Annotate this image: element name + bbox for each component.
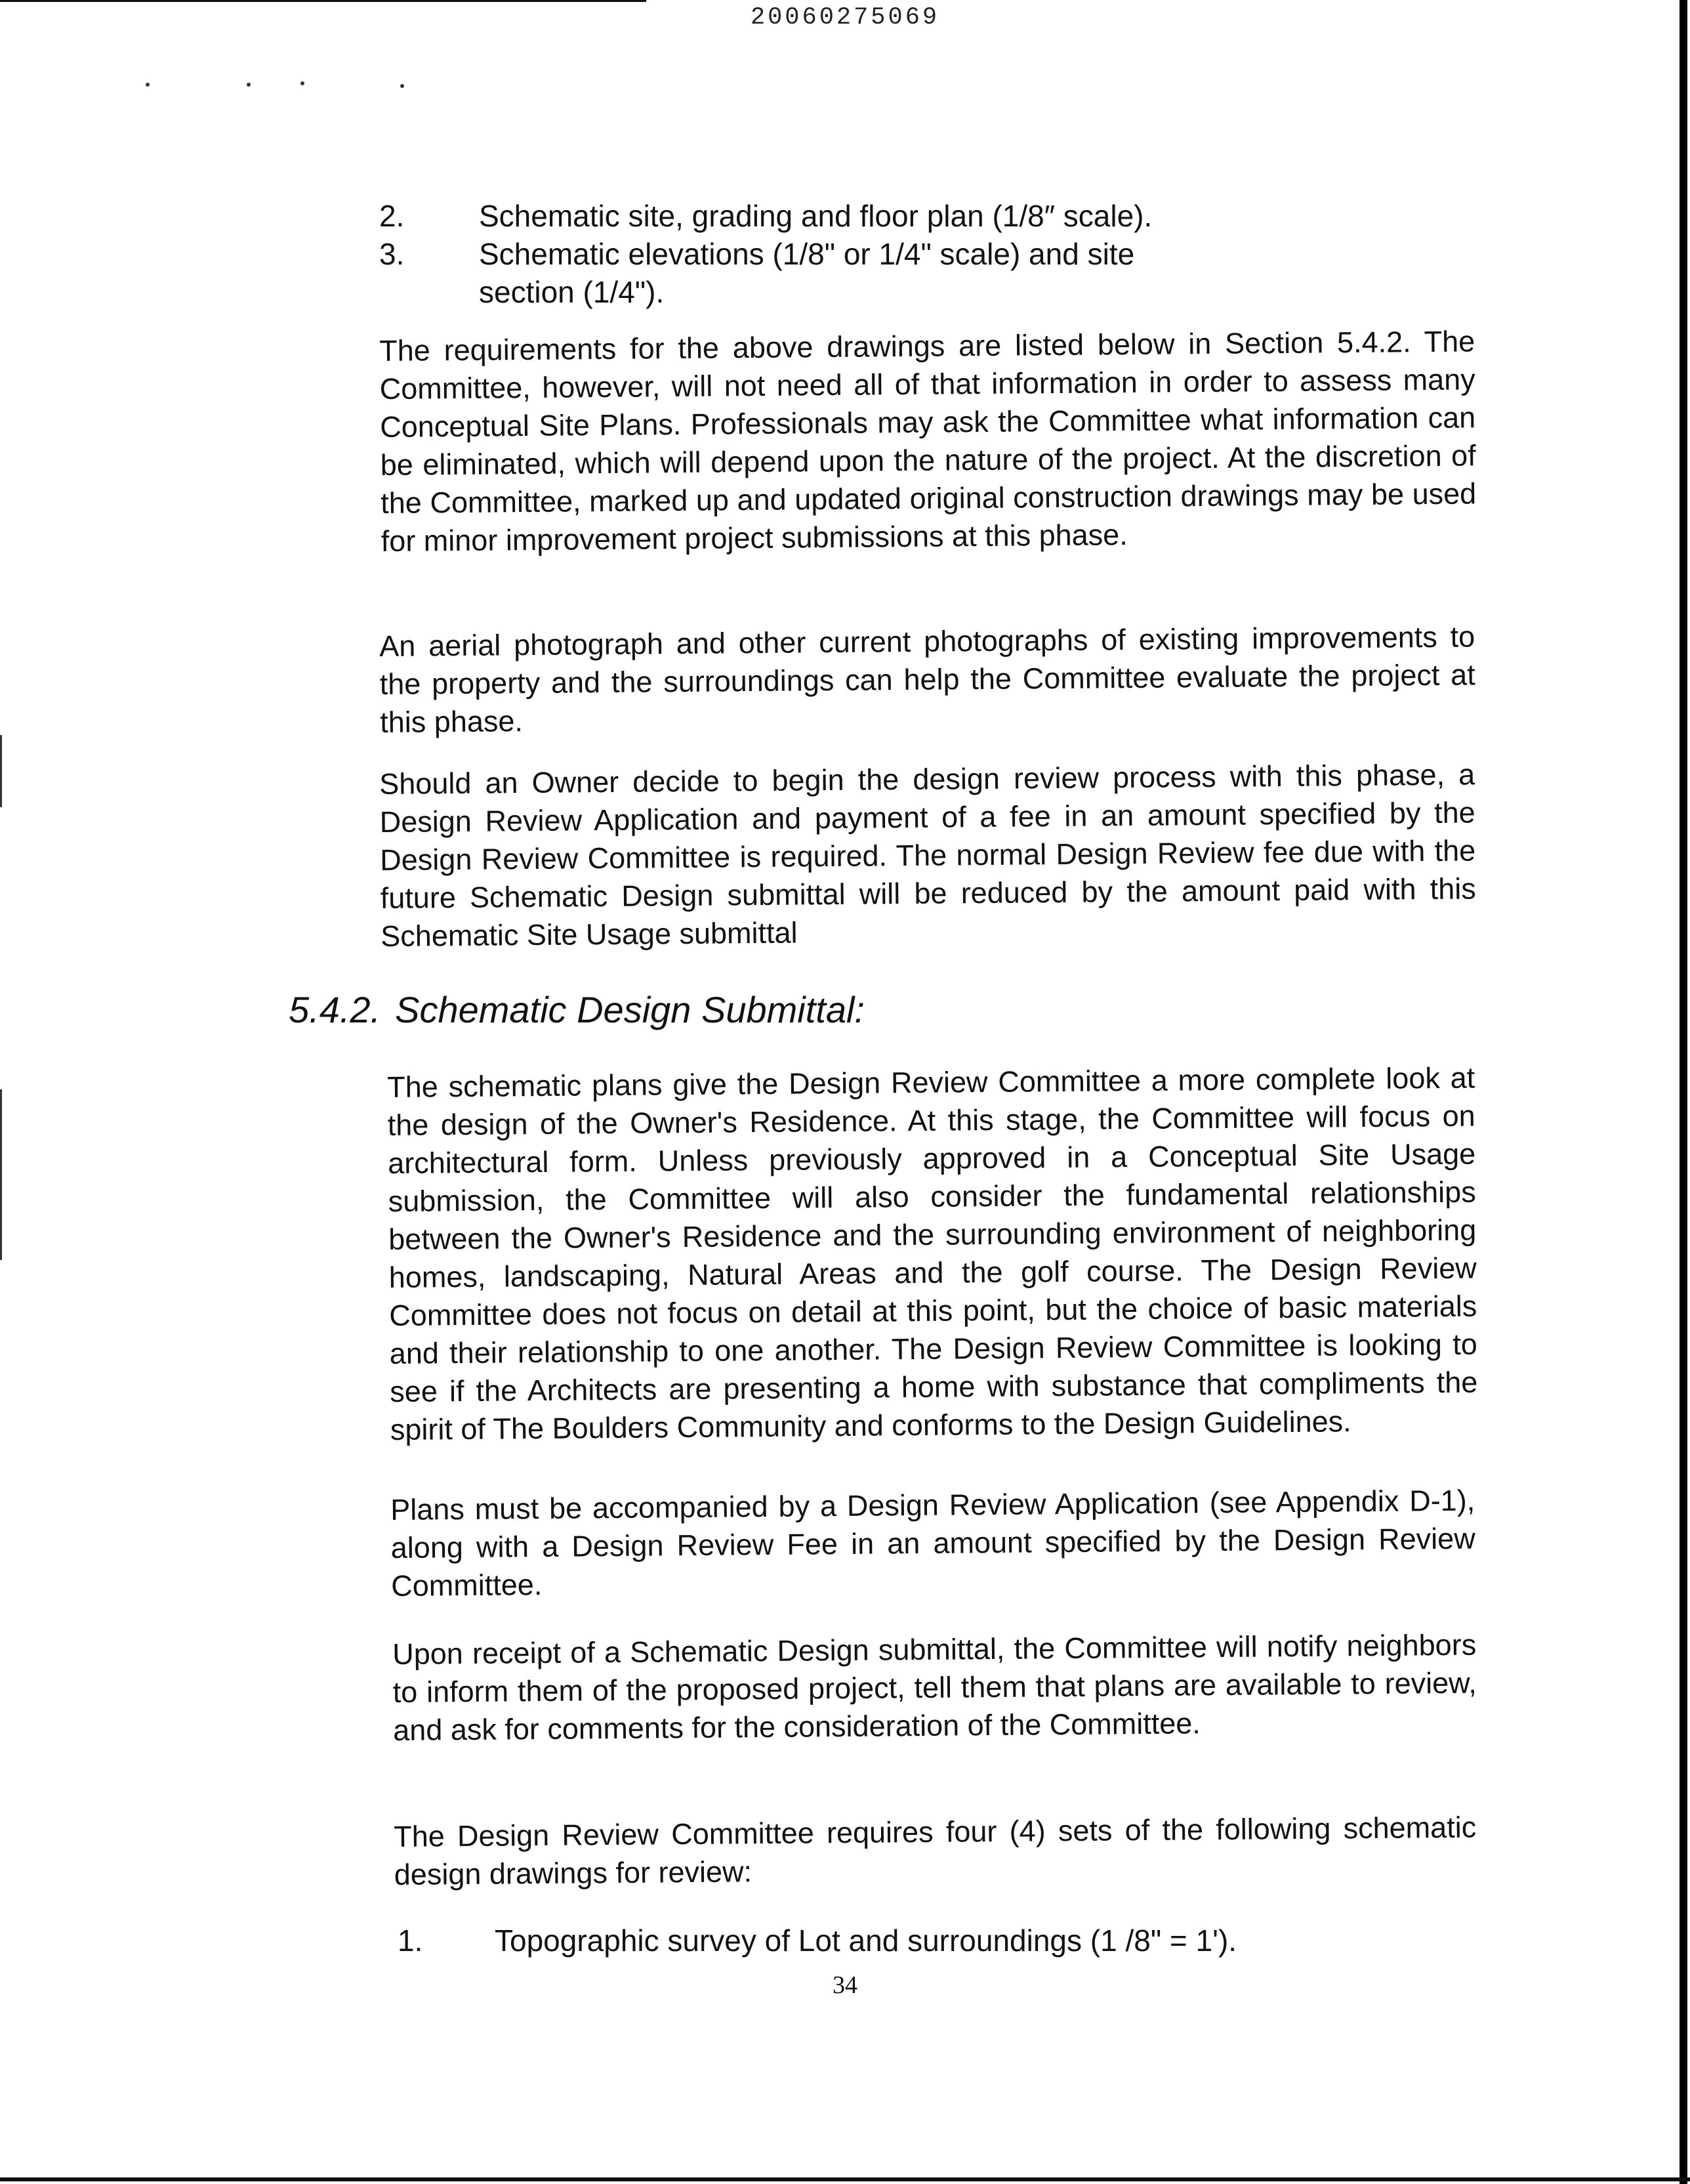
top-border-rule (0, 0, 646, 2)
section-title: Schematic Design Submittal: (395, 989, 865, 1030)
paragraph: The Design Review Committee requires four (4) sets of the following schematic design drawings for review: (394, 1810, 1477, 1891)
paragraph: An aerial photograph and other current photographs of existing improvements to the property and the surroundings can help the Committee evaluate the project at this phase. (379, 620, 1475, 739)
scan-speck (300, 81, 304, 85)
section-number: 5.4.2. (289, 989, 381, 1030)
bottom-border-rule (0, 2177, 1690, 2181)
document-id: 20060275069 (750, 4, 940, 32)
page-number: 34 (833, 1971, 857, 1999)
list-text: Schematic site, grading and floor plan (1/8″ scale). (479, 199, 1153, 233)
scan-speck (146, 83, 150, 87)
paragraph: The schematic plans give the Design Review Committee a more complete look at the design of the Owner's Residence. At this stage, the Committee will focus on architectural form. Unless previously approved in a Conceptual Site Usage submission, the Committee will also consider the fundamental relationships between the Owner's Residence and the surrounding environment of neighboring homes, landscaping, Natural Areas and the golf course. The Design Review Committee does not focus on detail at this point, but the choice of basic materials and their relationship to one another. The Design Review Committee is looking to see if the Architects are presenting a home with substance that compliments the spirit of The Boulders Community and conforms to the Design Guidelines. (387, 1060, 1478, 1446)
list-text: Schematic elevations (1/8" or 1/4" scale) and site (479, 237, 1135, 271)
left-scan-mark (0, 735, 2, 807)
right-page-edge (1680, 0, 1687, 2184)
list-item (398, 1922, 1316, 1961)
list-text-continued: section (1/4"). (479, 275, 665, 309)
list-item (379, 235, 1232, 314)
paragraph: Upon receipt of a Schematic Design submittal, the Committee will notify neighbors to inform them of the proposed project, tell them that plans are available to review, and ask for comments for the consideration of the Committee. (392, 1628, 1477, 1747)
list-number: 1. (398, 1923, 423, 1958)
list-number: 3. (379, 237, 405, 271)
scan-speck (400, 84, 404, 88)
list-text: Topographic survey of Lot and surroundings (1 /8" = 1'). (495, 1923, 1237, 1958)
list-number: 2. (379, 199, 405, 233)
scan-speck (247, 83, 251, 87)
section-heading (289, 988, 865, 1032)
paragraph: The requirements for the above drawings are listed below in Section 5.4.2. The Committee, however, will not need all of that information in order to assess many Conceptual Site Plans. Professionals may ask the Committee what information can be eliminated, which will depend upon the nature of the project. At the discretion of the Committee, marked up and updated original construction drawings may be used for minor improvement project submissions at this phase. (379, 324, 1477, 558)
left-scan-mark (0, 1089, 2, 1260)
paragraph: Should an Owner decide to begin the design review process with this phase, a Design Review Application and payment of a fee in an amount specified by the Design Review Committee is required. The normal Design Review fee due with the future Schematic Design submittal will be reduced by the amount paid with this Schematic Site Usage submittal (379, 757, 1476, 953)
paragraph: Plans must be accompanied by a Design Review Application (see Appendix D-1), along with a Design Review Fee in an amount specified by the Design Review Committee. (390, 1483, 1475, 1603)
list-item (379, 197, 1232, 236)
